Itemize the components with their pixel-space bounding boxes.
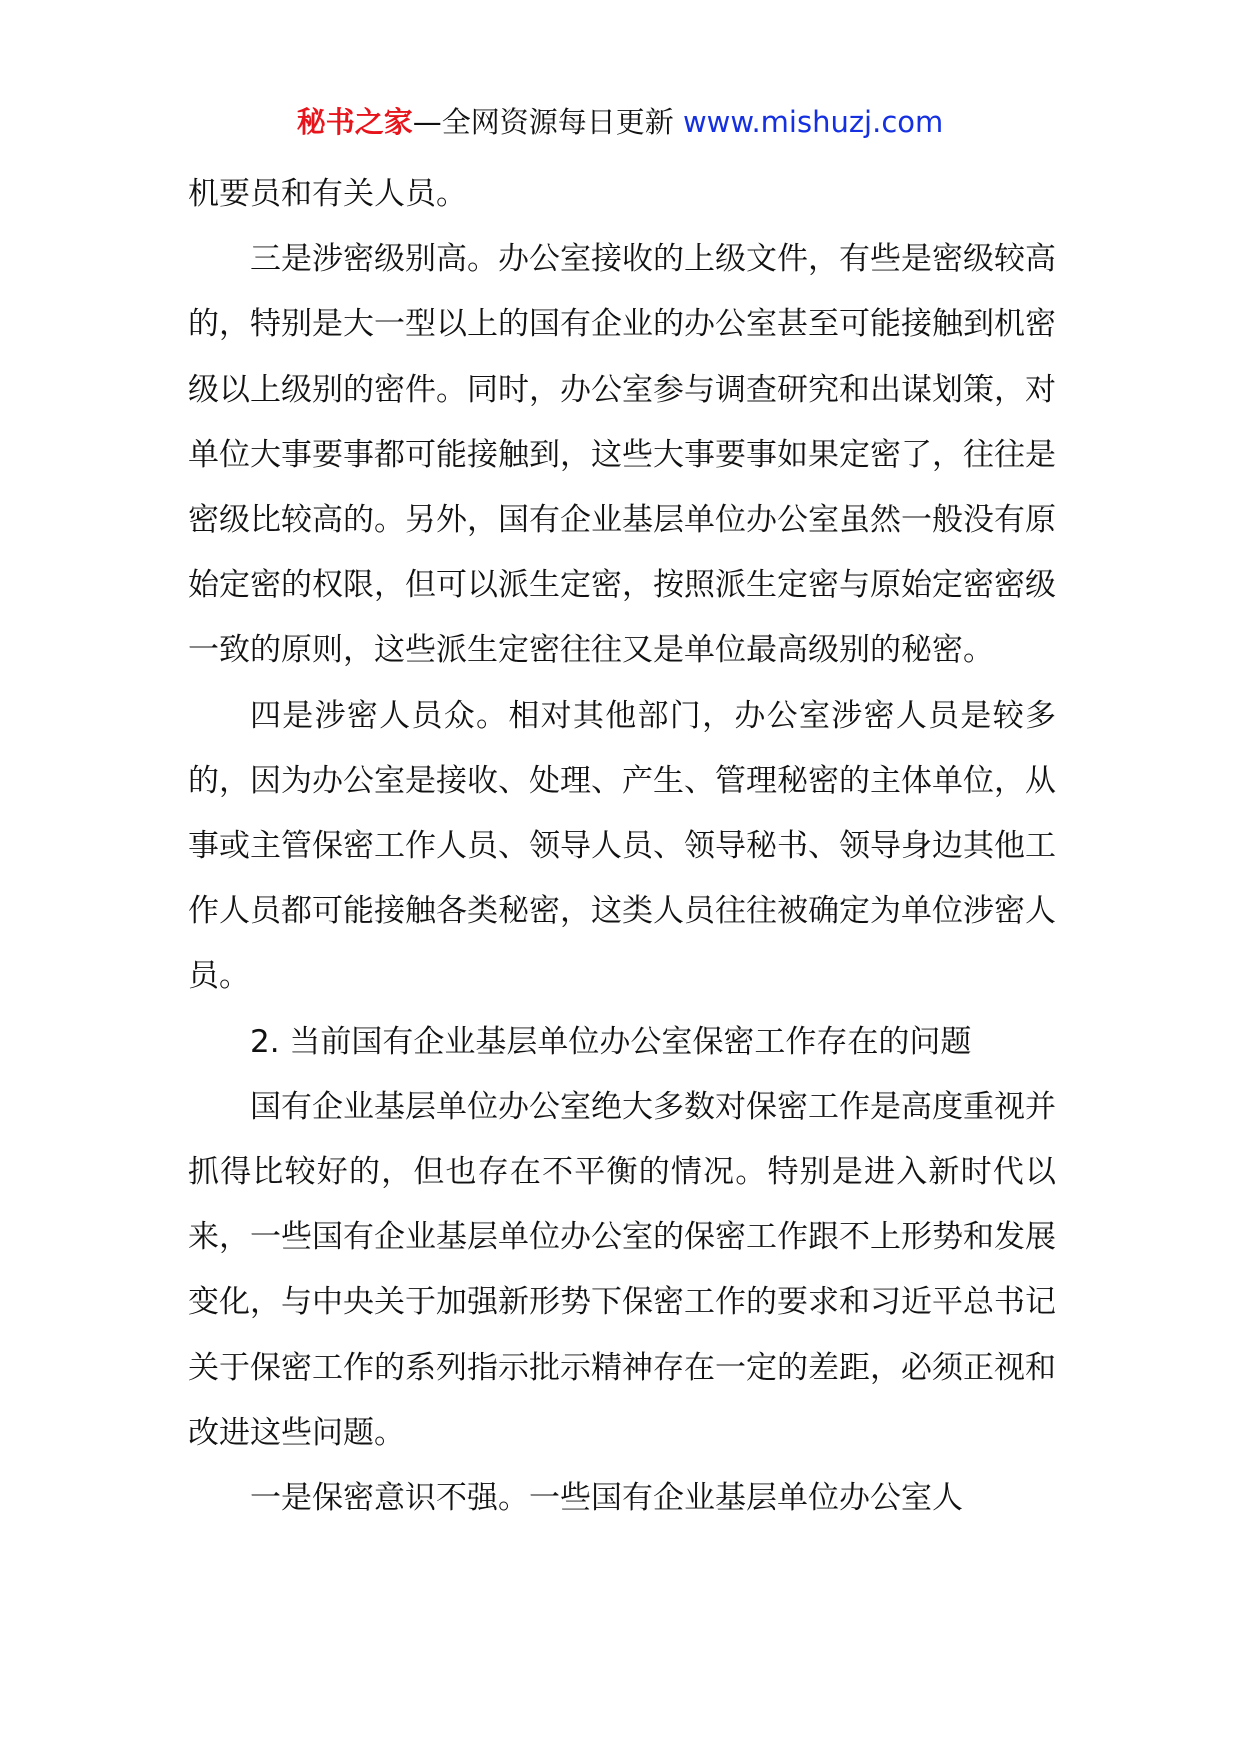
paragraph-point-four: 四是涉密人员众。相对其他部门，办公室涉密人员是较多的，因为办公室是接收、处理、产生、管理秘密的主体单位，从事或主管保密工作人员、领导人员、领导秘书、领导身边其他工作人员都可能接触各类秘密，这类人员往往被确定为单位涉密人员。 (188, 697, 1056, 995)
document-body (188, 162, 1056, 1531)
paragraph-point-three: 三是涉密级别高。办公室接收的上级文件，有些是密级较高的，特别是大一型以上的国有企业的办公室甚至可能接触到机密级以上级别的密件。同时，办公室参与调查研究和出谋划策，对单位大事要事都可能接触到，这些大事要事如果定密了，往往是密级比较高的。另外，国有企业基层单位办公室虽然一般没有原始定密的权限，但可以派生定密，按照派生定密与原始定密密级一致的原则，这些派生定密往往又是单位最高级别的秘密。 (188, 241, 1056, 669)
site-url-link[interactable]: www.mishuzj.com (682, 105, 944, 139)
brand-name: 秘书之家 (296, 105, 413, 139)
header-slogan: —全网资源每日更新 (412, 105, 683, 139)
paragraph-point-one: 一是保密意识不强。一些国有企业基层单位办公室人 (250, 1480, 963, 1517)
paragraph-continuation: 机要员和有关人员。 (188, 176, 467, 212)
section-heading: 2. 当前国有企业基层单位办公室保密工作存在的问题 (250, 1023, 972, 1060)
site-header (0, 100, 1240, 144)
paragraph-intro: 国有企业基层单位办公室绝大多数对保密工作是高度重视并抓得比较好的，但也存在不平衡的情况。特别是进入新时代以来，一些国有企业基层单位办公室的保密工作跟不上形势和发展变化，与中央关于加强新形势下保密工作的要求和习近平总书记关于保密工作的系列指示批示精神存在一定的差距，必须正视和改进这些问题。 (188, 1088, 1056, 1451)
